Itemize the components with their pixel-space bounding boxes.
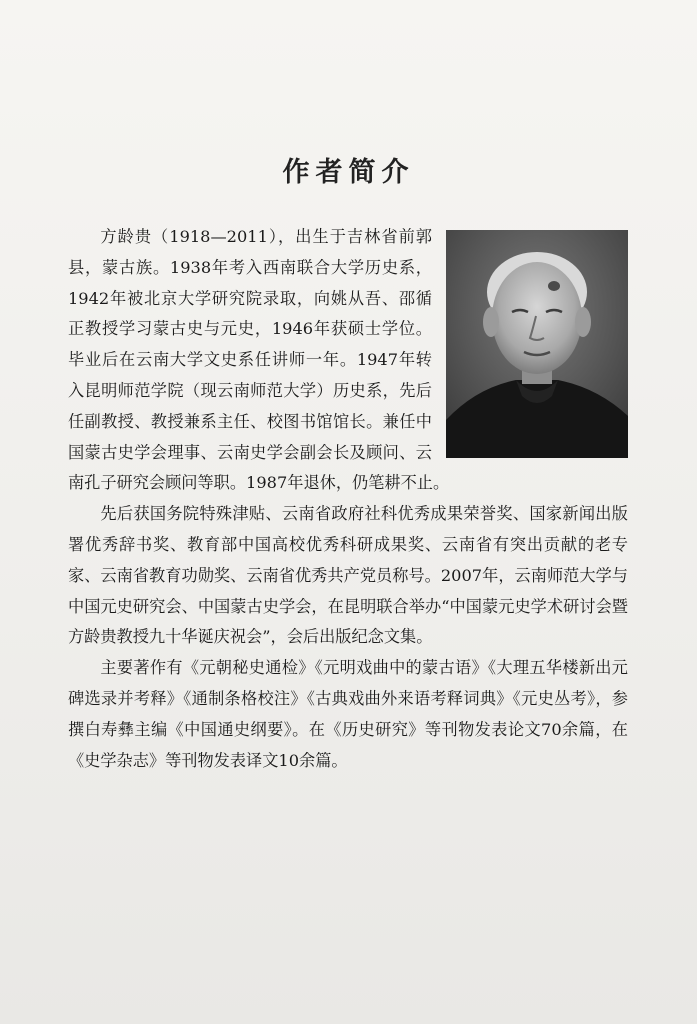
author-portrait-photo: [446, 230, 628, 458]
bio-paragraph-1: 方龄贵（1918—2011），出生于吉林省前郭县，蒙古族。1938年考入西南联合大学历史系，1942年被北京大学研究院录取，向姚从吾、邵循正教授学习蒙古史与元史，1946年获硕士学位。毕业后在云南大学文史系任讲师一年。1947年转入昆明师范学院（现云南师范大学）历史系，先后任副教授、教授兼系主任、校图书馆馆长。兼任中国蒙古史学会理事、云南史学会副会长及顾问、云南孔子研究会顾问等职。1987年退休，仍笔耕不止。: [68, 227, 450, 493]
page-title: 作者简介: [282, 157, 415, 188]
bio-paragraph-3: 主要著作有《元朝秘史通检》《元明戏曲中的蒙古语》《大理五华楼新出元碑选录并考释》《通制条格校注》《古典戏曲外来语考释词典》《元史丛考》，参撰白寿彝主编《中国通史纲要》。在《历史研究》等刊物发表论文70余篇，在《史学杂志》等刊物发表译文10余篇。: [68, 658, 628, 770]
author-bio: [68, 222, 628, 776]
bio-paragraph-2: 先后获国务院特殊津贴、云南省政府社科优秀成果荣誉奖、国家新闻出版署优秀辞书奖、教育部中国高校优秀科研成果奖、云南省有突出贡献的老专家、云南省教育功勋奖、云南省优秀共产党员称号。2007年，云南师范大学与中国元史研究会、中国蒙古史学会，在昆明联合举办“中国蒙元史学术研讨会暨方龄贵教授九十华诞庆祝会”，会后出版纪念文集。: [68, 504, 628, 647]
